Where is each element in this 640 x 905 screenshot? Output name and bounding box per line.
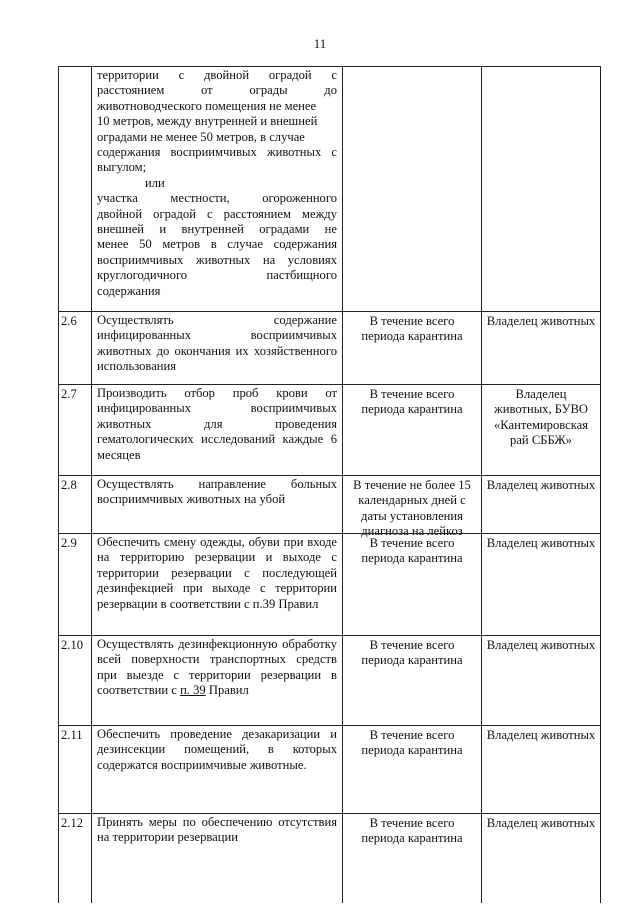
continuation-line: двойной оградой с расстоянием между (97, 206, 337, 221)
item-number: 2.9 (58, 534, 91, 636)
term-text: В течение всего периода карантина (342, 636, 481, 726)
continuation-line: менее 50 метров в случае содержания (97, 237, 337, 252)
responsible-text: Владелец животных (481, 476, 601, 534)
continuation-line: территории с двойной оградой с (97, 68, 337, 82)
action-text: Обеспечить смену одежды, обуви при входе на территорию резервации и выходе с территории резервации с последующей дезинфекцией при выходе с территории резервации в соответствии с п.39 Правил (91, 534, 342, 636)
item-number: 2.11 (58, 726, 91, 814)
action-text: Принять меры по обеспечению отсутствия на территории резервации (91, 814, 342, 903)
continuation-line: участка местности, огороженного (97, 191, 337, 206)
continuation-line: или (145, 175, 165, 190)
item-number: 2.7 (58, 385, 91, 476)
action-tail-text: Правил (208, 683, 249, 698)
term-cell (342, 67, 481, 312)
item-number: 2.12 (58, 814, 91, 903)
action-text: Производить отбор проб крови от инфицированных восприимчивых животных для проведения гематологических исследований каждые 6 месяцев (91, 385, 342, 476)
action-cell (91, 67, 342, 312)
table-row-continuation (58, 66, 601, 312)
responsible-text: Владелец животных (481, 534, 601, 636)
term-text: В течение всего периода карантина (342, 312, 481, 385)
table-row-2-6 (58, 311, 601, 385)
action-text: Осуществлять направление больных восприимчивых животных на убой (91, 476, 342, 534)
responsible-cell (481, 67, 601, 312)
continuation-line: содержания восприимчивых животных с (97, 145, 337, 160)
item-number: 2.8 (58, 476, 91, 534)
continuation-line: выгулом; (97, 160, 147, 175)
responsible-text: Владелец животных (481, 814, 601, 903)
continuation-line: расстоянием от ограды до (97, 83, 337, 98)
table-row-2-11 (58, 725, 601, 814)
term-text: В течение всего периода карантина (342, 726, 481, 814)
responsible-text: Владелец животных (481, 312, 601, 385)
continuation-line: 10 метров, между внутренней и внешней (97, 114, 318, 129)
continuation-line: оградами не менее 50 метров, в случае (97, 129, 305, 144)
item-number: 2.6 (58, 312, 91, 385)
responsible-text: Владелец животных (481, 636, 601, 726)
item-number: 2.10 (58, 636, 91, 726)
rule-reference-link[interactable]: п. 39 (180, 683, 206, 698)
term-text: В течение всего периода карантина (342, 385, 481, 476)
action-text: Осуществлять содержание инфицированных восприимчивых животных до окончания их хозяйственного использования (91, 312, 342, 385)
term-text: В течение всего периода карантина (342, 534, 481, 636)
action-text (91, 636, 342, 726)
continuation-line: восприимчивых животных на условиях (97, 252, 337, 267)
measures-table (58, 66, 601, 902)
table-row-2-7 (58, 384, 601, 476)
term-text: В течение не более 15 календарных дней с даты установления диагноза на лейкоз (342, 476, 481, 534)
action-main-text: Осуществлять дезинфекционную обработку всей поверхности транспортных средств при выезде с территории резервации в соответствии с (97, 637, 337, 698)
responsible-text: Владелец животных (481, 726, 601, 814)
responsible-text: Владелец животных, БУВО «Кантемировская рай СББЖ» (481, 385, 601, 476)
continuation-line: внешней и внутренней оградами не (97, 222, 337, 237)
table-row-2-10 (58, 635, 601, 726)
term-text: В течение всего периода карантина (342, 814, 481, 903)
page-number: 11 (313, 36, 327, 51)
item-number-cell (58, 67, 91, 312)
table-row-2-9 (58, 533, 601, 636)
table-row-2-8 (58, 475, 601, 539)
continuation-line: животноводческого помещения не менее (97, 98, 317, 113)
table-row-2-12 (58, 813, 601, 903)
continuation-line: круглогодичного пастбищного (97, 268, 337, 283)
continuation-line: содержания (97, 283, 161, 298)
action-text: Обеспечить проведение дезакаризации и дезинсекции помещений, в которых содержатся восприимчивые животные. (91, 726, 342, 814)
